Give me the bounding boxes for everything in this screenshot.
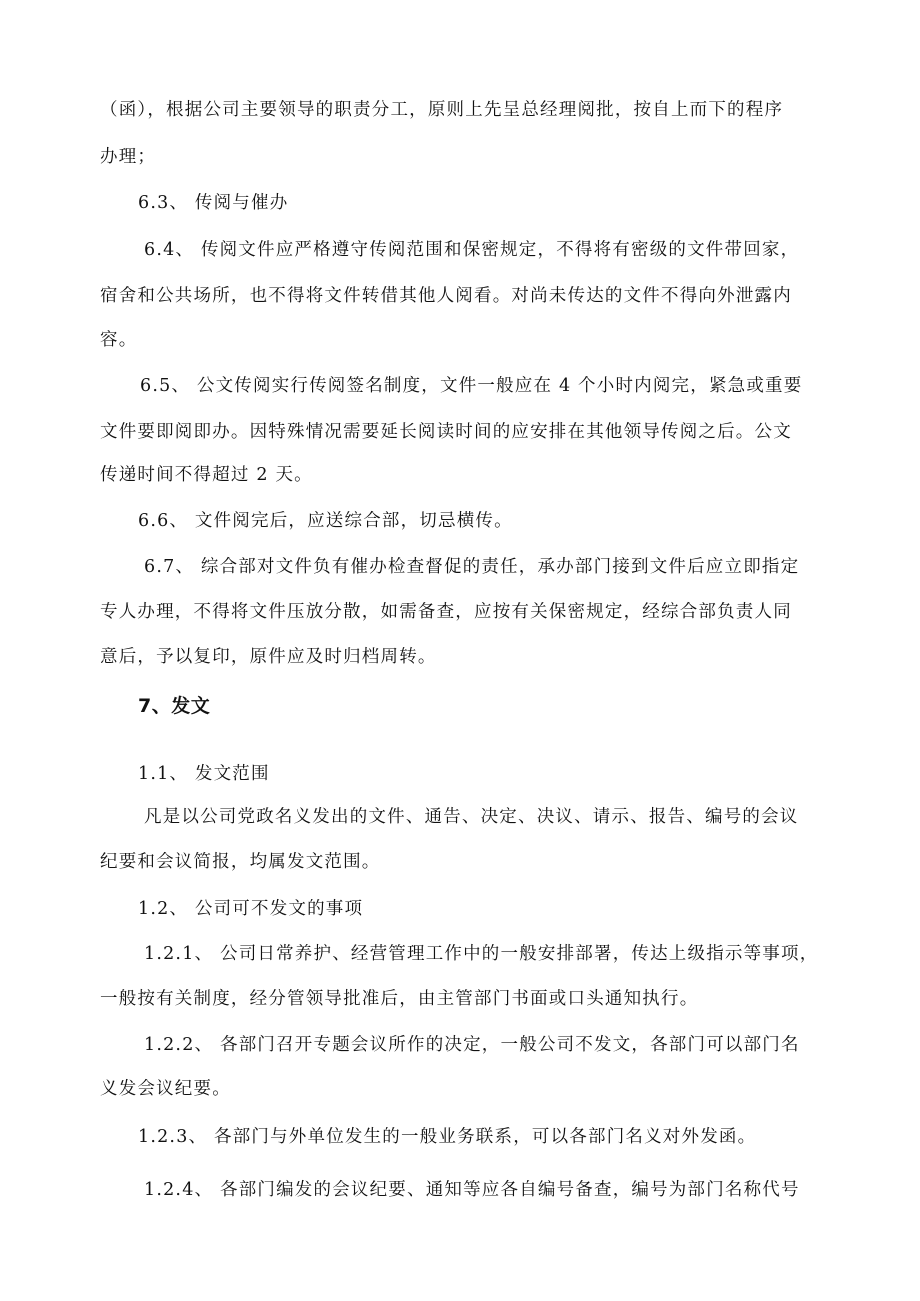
text-line: 1.2.4、 各部门编发的会议纪要、通知等应各自编号备查，编号为部门名称代号 xyxy=(144,1180,800,1200)
text-line: 1.2.2、 各部门召开专题会议所作的决定，一般公司不发文，各部门可以部门名 xyxy=(144,1035,800,1055)
section-1-1-heading: 1.1、 发文范围 xyxy=(138,764,270,784)
text-line: 宿舍和公共场所，也不得将文件转借其他人阅看。对尚未传达的文件不得向外泄露内 xyxy=(100,286,792,306)
section-1-2-heading: 1.2、 公司可不发文的事项 xyxy=(138,899,364,919)
text-line: 一般按有关制度，经分管领导批准后，由主管部门书面或口头通知执行。 xyxy=(100,989,699,1009)
text-line: 凡是以公司党政名义发出的文件、通告、决定、决议、请示、报告、编号的会议 xyxy=(144,807,799,827)
text-line: 容。 xyxy=(100,330,138,350)
text-line: 意后，予以复印，原件应及时归档周转。 xyxy=(100,647,437,667)
text-line: 1.2.3、 各部门与外单位发生的一般业务联系，可以各部门名义对外发函。 xyxy=(138,1127,757,1147)
text-line: 义发会议纪要。 xyxy=(100,1079,231,1099)
text-line: 1.2.1、 公司日常养护、经营管理工作中的一般安排部署，传达上级指示等事项， xyxy=(144,944,819,964)
text-line: 6.7、 综合部对文件负有催办检查督促的责任，承办部门接到文件后应立即指定 xyxy=(144,557,800,577)
text-line: 6.5、 公文传阅实行传阅签名制度，文件一般应在 4 个小时内阅完，紧急或重要 xyxy=(140,376,803,396)
text-line: （函），根据公司主要领导的职责分工，原则上先呈总经理阅批，按自上而下的程序 xyxy=(100,100,784,120)
text-line: 专人办理，不得将文件压放分散，如需备查，应按有关保密规定，经综合部负责人同 xyxy=(100,602,792,622)
text-line: 办理； xyxy=(100,147,157,167)
text-line: 纪要和会议简报，均属发文范围。 xyxy=(100,852,381,872)
text-line: 传递时间不得超过 2 天。 xyxy=(100,465,313,485)
text-line: 文件要即阅即办。因特殊情况需要延长阅读时间的应安排在其他领导传阅之后。公文 xyxy=(100,422,792,442)
section-7-heading: 7、发文 xyxy=(138,695,211,717)
section-6-3-heading: 6.3、 传阅与催办 xyxy=(138,193,289,213)
text-line: 6.4、 传阅文件应严格遵守传阅范围和保密规定，不得将有密级的文件带回家， xyxy=(144,240,800,260)
text-line: 6.6、 文件阅完后，应送综合部，切忌横传。 xyxy=(138,511,513,531)
